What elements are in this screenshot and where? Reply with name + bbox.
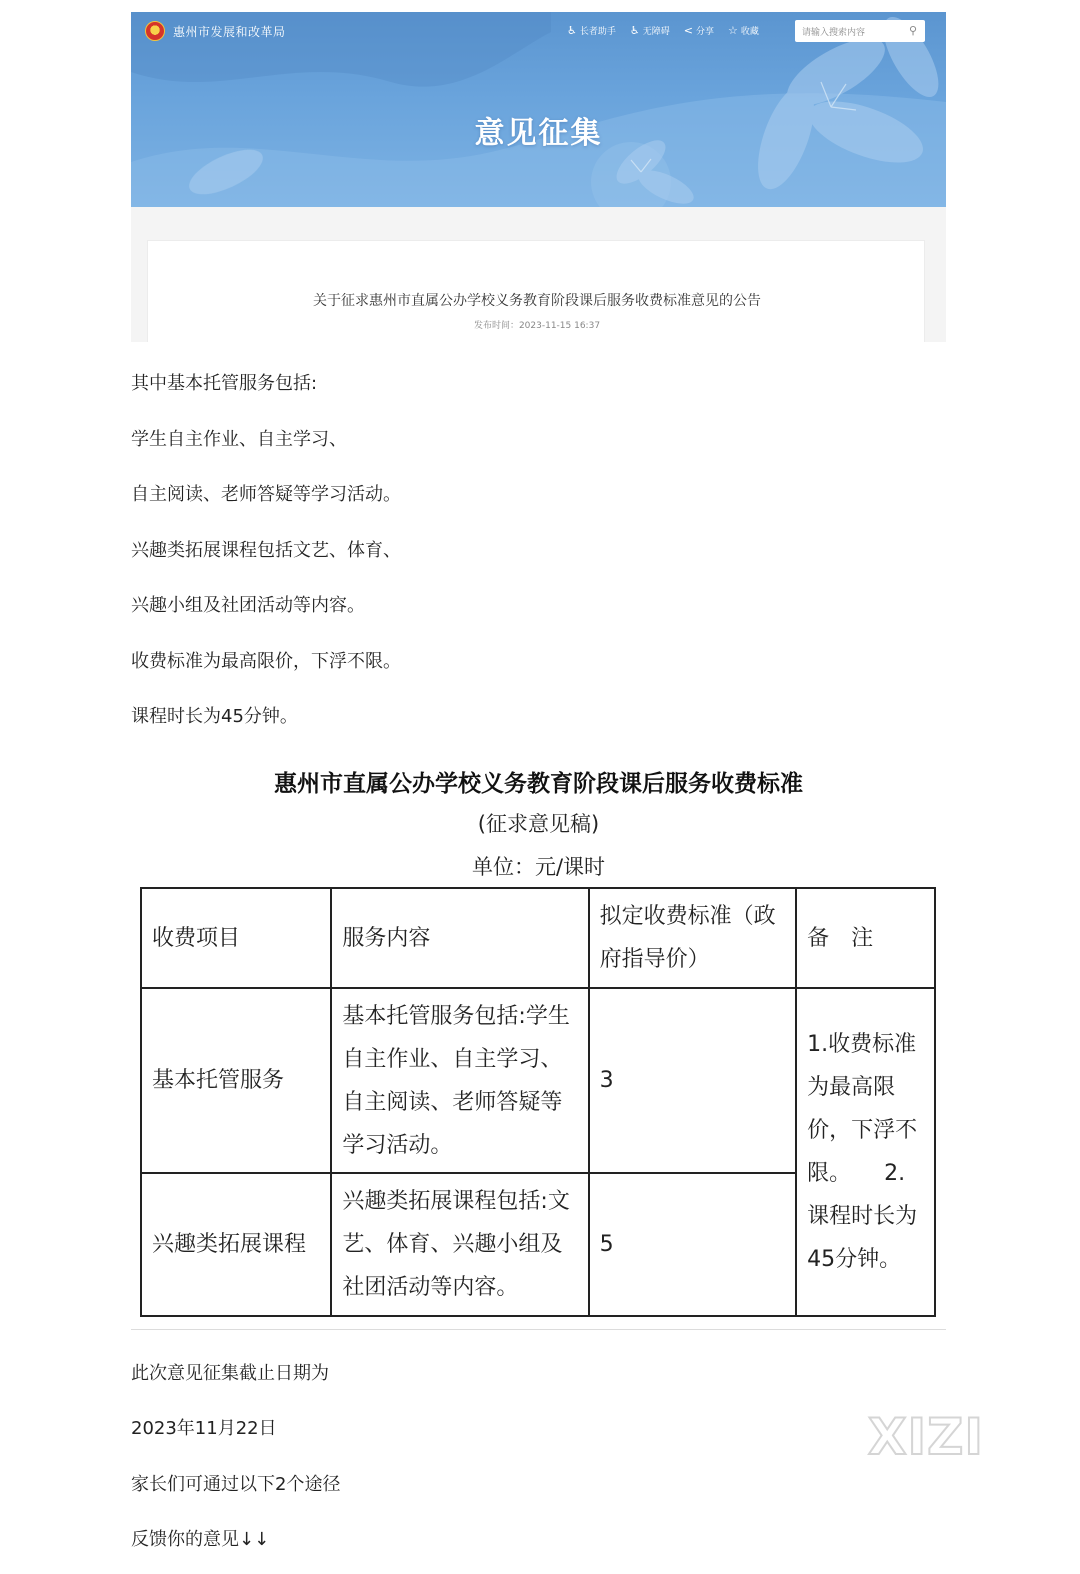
fee-item: 兴趣类拓展课程	[141, 1173, 331, 1316]
header-cell: 备 注	[796, 888, 935, 988]
paragraph: 反馈你的意见↓↓	[131, 1529, 270, 1550]
tool-label: 无障碍	[642, 27, 670, 37]
search-placeholder: 请输入搜索内容	[802, 28, 866, 38]
fee-price: 5	[589, 1173, 796, 1316]
tool-label: 收藏	[740, 27, 759, 37]
paragraph: 学生自主作业、自主学习、	[131, 429, 347, 450]
paragraph: 此次意见征集截止日期为	[131, 1363, 329, 1384]
fee-price: 3	[589, 988, 796, 1173]
watermark-logo: XIZI	[868, 1408, 985, 1466]
service-content: 基本托管服务包括:学生自主作业、自主学习、自主阅读、老师答疑等学习活动。	[331, 988, 588, 1173]
accessibility-icon: ♿	[629, 24, 640, 37]
publish-time: 发布时间：2023-11-15 16:37	[473, 321, 601, 331]
banner	[131, 12, 946, 207]
share-icon: <	[683, 24, 693, 37]
paragraph: 收费标准为最高限价，下浮不限。	[131, 651, 401, 672]
site-topbar	[131, 12, 946, 48]
fee-table-title: 惠州市直属公办学校义务教育阶段课后服务收费标准	[274, 771, 803, 797]
share-button[interactable]	[684, 24, 714, 37]
fee-item: 基本托管服务	[141, 988, 331, 1173]
fee-table	[140, 887, 936, 1317]
paragraph: 其中基本托管服务包括:	[131, 373, 318, 394]
banner-title: 意见征集	[474, 116, 603, 151]
tool-label: 长者助手	[579, 27, 616, 37]
divider	[131, 1329, 946, 1330]
accessibility-button[interactable]	[630, 24, 670, 37]
paragraph: 自主阅读、老师答疑等学习活动。	[131, 484, 401, 505]
notice-card	[147, 240, 925, 342]
favorite-button[interactable]	[728, 24, 759, 37]
site-name[interactable]: 惠州市发展和改革局	[173, 25, 286, 39]
notice-title: 关于征求惠州市直属公办学校义务教育阶段课后服务收费标准意见的公告	[313, 293, 761, 309]
star-icon: ☆	[728, 24, 738, 37]
site-screenshot	[131, 12, 946, 342]
service-content: 兴趣类拓展课程包括:文艺、体育、兴趣小组及社团活动等内容。	[331, 1173, 588, 1316]
elder-icon: ♿	[567, 24, 577, 37]
toolbar	[567, 24, 759, 37]
search-input[interactable]	[795, 20, 925, 42]
search-icon[interactable]: ⚲	[908, 24, 917, 37]
header-cell: 收费项目	[141, 888, 331, 988]
paragraph: 2023年11月22日	[131, 1418, 277, 1439]
tool-label: 分享	[696, 27, 715, 37]
fee-table-subtitle: (征求意见稿)	[477, 812, 600, 836]
header-cell: 服务内容	[331, 888, 588, 988]
paragraph: 兴趣类拓展课程包括文艺、体育、	[131, 540, 401, 561]
paragraph: 课程时长为45分钟。	[131, 706, 298, 727]
paragraph: 兴趣小组及社团活动等内容。	[131, 595, 365, 616]
table-row	[141, 988, 935, 1173]
header-cell: 拟定收费标准（政府指导价）	[589, 888, 796, 988]
paragraph: 家长们可通过以下2个途径	[131, 1474, 341, 1495]
fee-table-unit: 单位：元/课时	[471, 855, 606, 879]
emblem-icon	[145, 21, 165, 41]
table-header-row	[141, 888, 935, 988]
remark-cell: 1.收费标准为最高限价，下浮不限。 2.课程时长为45分钟。	[796, 988, 935, 1316]
elder-assistant-button[interactable]	[567, 24, 616, 37]
